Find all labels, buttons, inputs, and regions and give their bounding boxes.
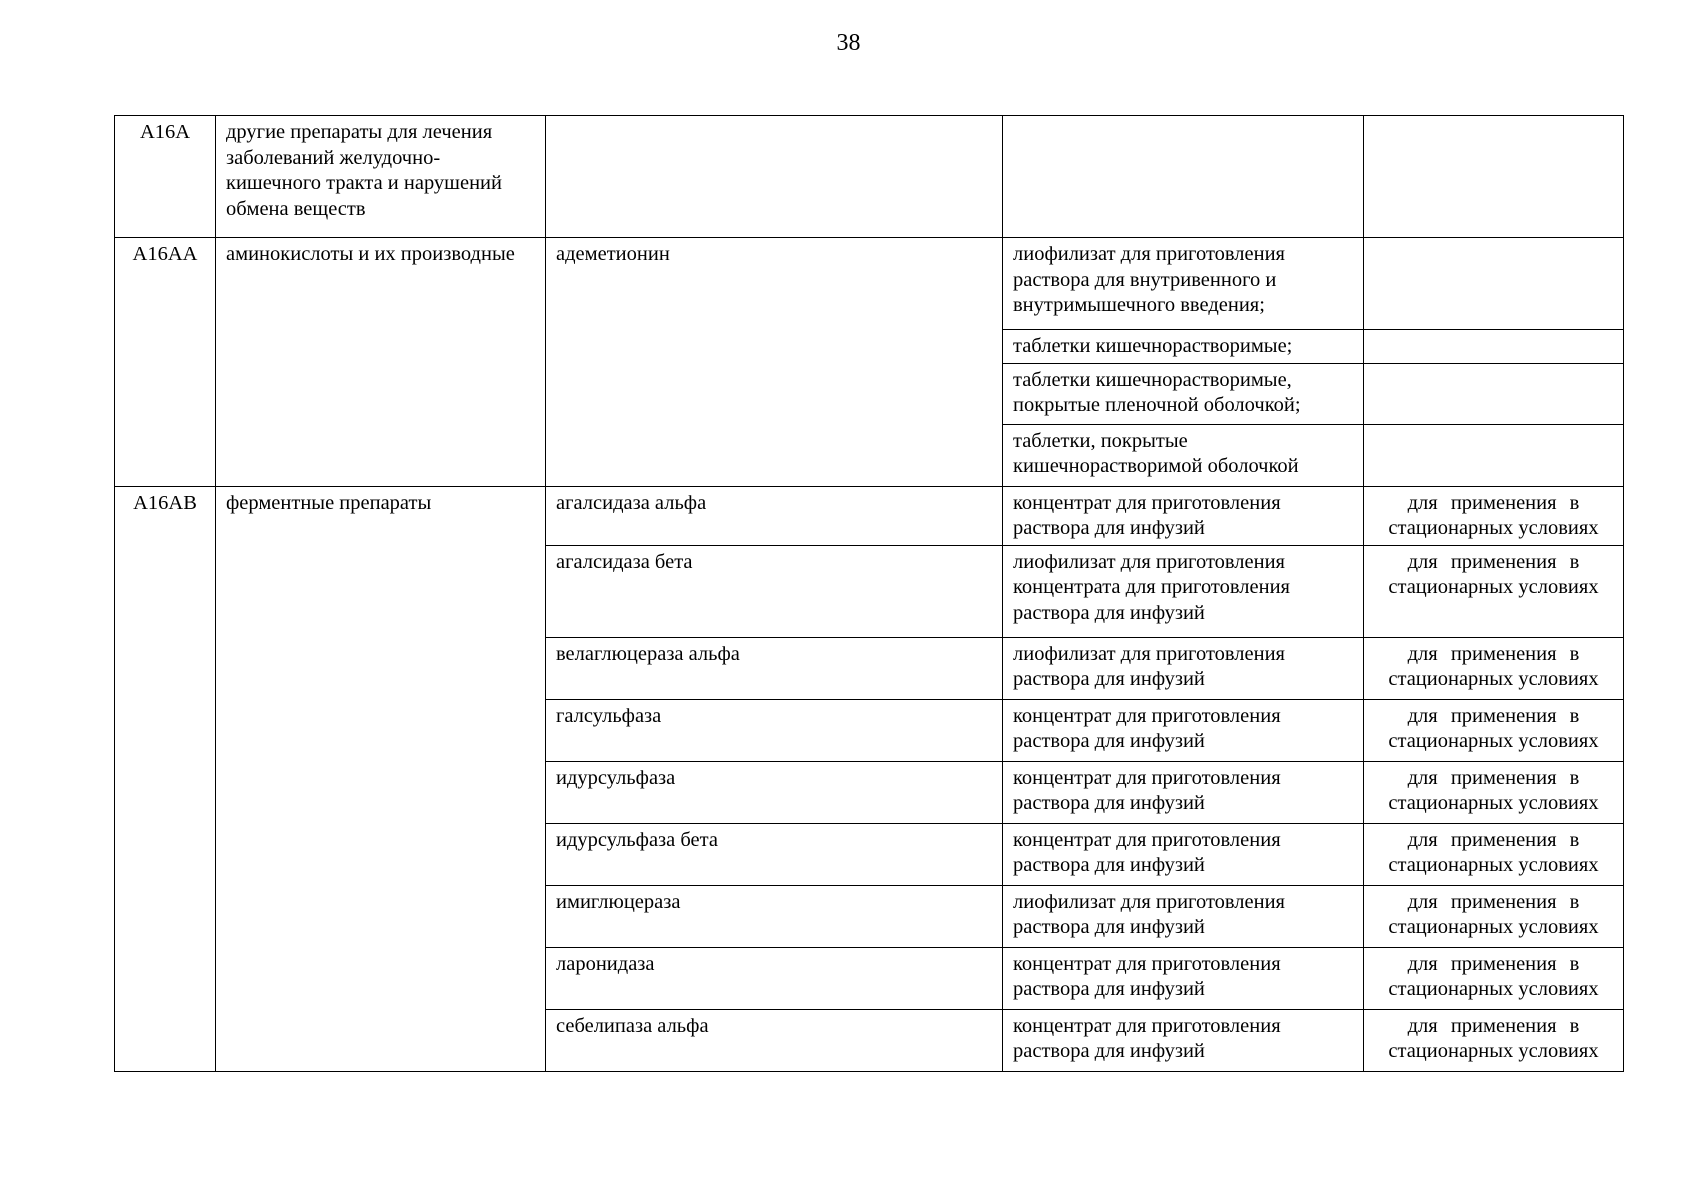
- table-row-a16ab: [115, 486, 1624, 545]
- usage-note: [1364, 885, 1624, 947]
- drug-table: [114, 115, 1624, 1072]
- drug-name: агалсидаза альфа: [546, 486, 1003, 545]
- drug-name: идурсульфаза: [546, 761, 1003, 823]
- usage-note-line1: для применения в: [1407, 766, 1580, 789]
- atc-code: A16AB: [115, 486, 216, 1071]
- usage-note: [1364, 761, 1624, 823]
- usage-note-line2: стационарных условиях: [1388, 517, 1599, 539]
- note-cell: [1364, 363, 1624, 424]
- usage-note-line1: для применения в: [1407, 890, 1580, 913]
- drug-name-cell: [546, 116, 1003, 238]
- drug-name: имиглюцераза: [546, 885, 1003, 947]
- drug-name: агалсидаза бета: [546, 545, 1003, 637]
- usage-note-line1: для применения в: [1407, 952, 1580, 975]
- dosage-form: концентрат для приготовления раствора для инфузий: [1003, 761, 1364, 823]
- usage-note-line1: для применения в: [1407, 642, 1580, 665]
- usage-note-line1: для применения в: [1407, 491, 1580, 514]
- atc-code: A16A: [115, 116, 216, 238]
- usage-note-line2: стационарных условиях: [1388, 854, 1599, 876]
- usage-note-line1: для применения в: [1407, 550, 1580, 573]
- page-number: 38: [836, 30, 861, 56]
- usage-note: [1364, 486, 1624, 545]
- atc-group-name: аминокислоты и их производные: [216, 238, 546, 487]
- drug-name: идурсульфаза бета: [546, 823, 1003, 885]
- dosage-form: концентрат для приготовления раствора для инфузий: [1003, 1009, 1364, 1071]
- dosage-form: таблетки кишечнорастворимые, покрытые пленочной оболочкой;: [1003, 363, 1364, 424]
- dosage-form: таблетки, покрытые кишечнорастворимой оболочкой: [1003, 424, 1364, 486]
- usage-note: [1364, 545, 1624, 637]
- dosage-form: лиофилизат для приготовления концентрата для приготовления раствора для инфузий: [1003, 545, 1364, 637]
- drug-name: адеметионин: [546, 238, 1003, 487]
- drug-name: галсульфаза: [546, 699, 1003, 761]
- usage-note: [1364, 1009, 1624, 1071]
- usage-note: [1364, 823, 1624, 885]
- atc-group-name: другие препараты для лечения заболеваний желудочно-кишечного тракта и нарушений обмена веществ: [216, 116, 546, 238]
- dosage-form: лиофилизат для приготовления раствора для инфузий: [1003, 637, 1364, 699]
- atc-group-name: ферментные препараты: [216, 486, 546, 1071]
- dosage-form: таблетки кишечнорастворимые;: [1003, 330, 1364, 364]
- usage-note-line1: для применения в: [1407, 828, 1580, 851]
- usage-note-line2: стационарных условиях: [1388, 1040, 1599, 1062]
- drug-name: ларонидаза: [546, 947, 1003, 1009]
- atc-code: A16AA: [115, 238, 216, 487]
- note-cell: [1364, 238, 1624, 330]
- usage-note: [1364, 699, 1624, 761]
- usage-note-line2: стационарных условиях: [1388, 792, 1599, 814]
- table-row-a16a: [115, 116, 1624, 238]
- usage-note-line1: для применения в: [1407, 1014, 1580, 1037]
- usage-note: [1364, 947, 1624, 1009]
- dosage-form: концентрат для приготовления раствора для инфузий: [1003, 486, 1364, 545]
- usage-note: [1364, 637, 1624, 699]
- usage-note-line2: стационарных условиях: [1388, 730, 1599, 752]
- drug-name: себелипаза альфа: [546, 1009, 1003, 1071]
- dosage-form-cell: [1003, 116, 1364, 238]
- note-cell: [1364, 116, 1624, 238]
- dosage-form: лиофилизат для приготовления раствора для инфузий: [1003, 885, 1364, 947]
- usage-note-line2: стационарных условиях: [1388, 668, 1599, 690]
- note-cell: [1364, 424, 1624, 486]
- drug-name: велаглюцераза альфа: [546, 637, 1003, 699]
- usage-note-line1: для применения в: [1407, 704, 1580, 727]
- dosage-form: концентрат для приготовления раствора для инфузий: [1003, 699, 1364, 761]
- table-row-a16aa: [115, 238, 1624, 330]
- usage-note-line2: стационарных условиях: [1388, 978, 1599, 1000]
- usage-note-line2: стационарных условиях: [1388, 916, 1599, 938]
- dosage-form: концентрат для приготовления раствора для инфузий: [1003, 947, 1364, 1009]
- dosage-form: лиофилизат для приготовления раствора для внутривенного и внутримышечного введения;: [1003, 238, 1364, 330]
- note-cell: [1364, 330, 1624, 364]
- usage-note-line2: стационарных условиях: [1388, 576, 1599, 598]
- dosage-form: концентрат для приготовления раствора для инфузий: [1003, 823, 1364, 885]
